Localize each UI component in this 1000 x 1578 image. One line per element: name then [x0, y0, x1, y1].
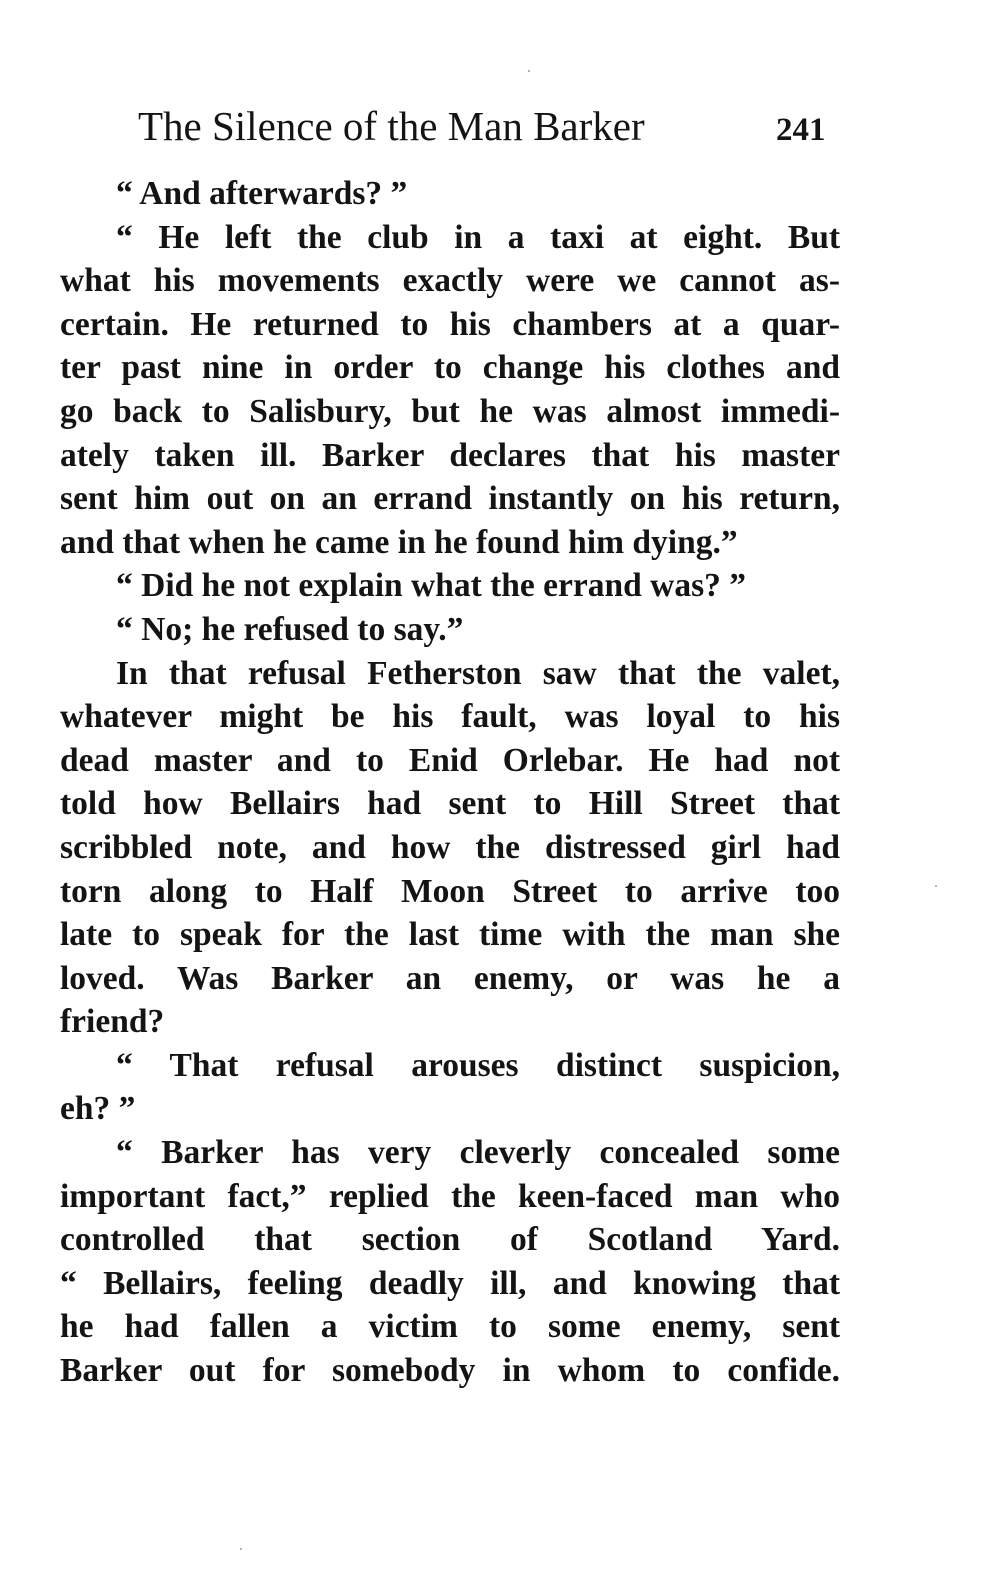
running-head: [138, 98, 858, 158]
text-line: ately taken ill. Barker declares that his master: [60, 436, 840, 474]
text-line: “ Did he not explain what the errand was? ”: [116, 567, 747, 605]
text-line: ter past nine in order to change his clothes and: [60, 349, 840, 387]
text-line: what his movements exactly were we cannot as-: [60, 262, 840, 300]
text-line: loved. Was Barker an enemy, or was he a: [60, 959, 840, 997]
text-line: certain. He returned to his chambers at a quar-: [60, 305, 840, 343]
text-line: told how Bellairs had sent to Hill Street that: [60, 785, 840, 823]
text-line: late to speak for the last time with the man she: [60, 916, 840, 954]
page-number: 241: [776, 112, 826, 148]
text-line: In that refusal Fetherston saw that the valet,: [116, 654, 840, 692]
text-line: important fact,” replied the keen-faced man who: [60, 1177, 840, 1215]
text-line: controlled that section of Scotland Yard.: [60, 1221, 840, 1259]
text-line: “ He left the club in a taxi at eight. But: [116, 218, 840, 256]
text-line: eh? ”: [60, 1090, 136, 1128]
text-line: Barker out for somebody in whom to confide.: [60, 1352, 840, 1390]
text-line: he had fallen a victim to some enemy, sent: [60, 1308, 840, 1346]
body-text: [60, 172, 840, 1393]
text-line: friend?: [60, 1003, 165, 1041]
text-line: go back to Salisbury, but he was almost immedi-: [60, 392, 840, 430]
text-line: “ That refusal arouses distinct suspicion,: [116, 1046, 840, 1084]
scan-speck: [935, 885, 937, 887]
text-line: scribbled note, and how the distressed girl had: [60, 828, 840, 866]
text-line: and that when he came in he found him dying.”: [60, 523, 738, 561]
text-line: torn along to Half Moon Street to arrive too: [60, 872, 840, 910]
text-line: dead master and to Enid Orlebar. He had not: [60, 741, 840, 779]
text-line: sent him out on an errand instantly on his return,: [60, 480, 840, 518]
running-title: The Silence of the Man Barker: [138, 103, 645, 149]
text-line: whatever might be his fault, was loyal to his: [60, 698, 840, 736]
text-line: “ And afterwards? ”: [116, 175, 408, 212]
text-line: “ Bellairs, feeling deadly ill, and knowing that: [60, 1264, 840, 1302]
scan-speck: [240, 1548, 242, 1550]
scan-speck: [528, 70, 530, 72]
text-line: “ Barker has very cleverly concealed some: [116, 1134, 840, 1172]
text-line: “ No; he refused to say.”: [116, 610, 464, 648]
